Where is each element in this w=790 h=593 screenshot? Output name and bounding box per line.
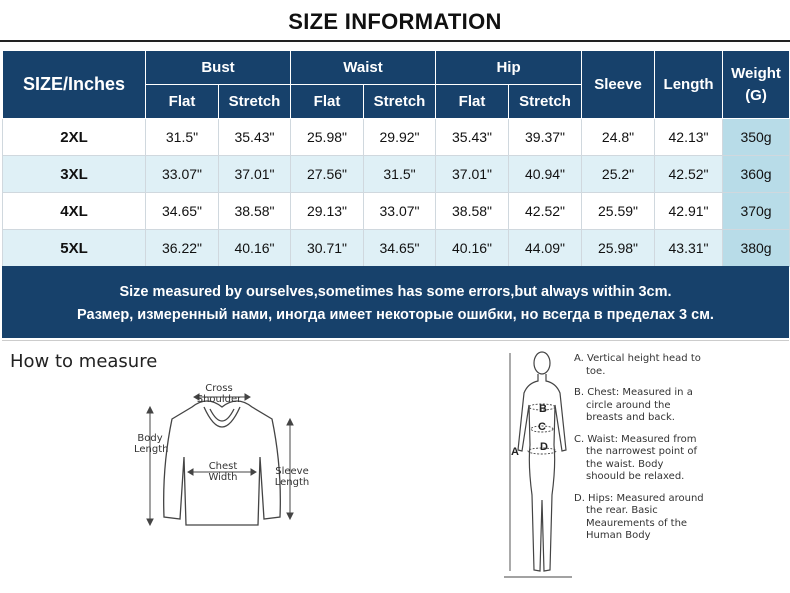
waist-flat-cell: 27.56"	[291, 156, 364, 193]
bust-flat-cell: 33.07"	[146, 156, 219, 193]
hip-stretch-cell: 44.09"	[509, 230, 582, 267]
hip-stretch-cell: 42.52"	[509, 193, 582, 230]
waist-stretch-header: Stretch	[364, 85, 436, 119]
bust-stretch-header: Stretch	[219, 85, 291, 119]
hip-header: Hip	[436, 51, 582, 85]
waist-flat-cell: 29.13"	[291, 193, 364, 230]
human-body-diagram-icon	[502, 345, 572, 590]
hip-flat-cell: 38.58"	[436, 193, 509, 230]
weight-header	[723, 51, 790, 119]
bust-stretch-cell: 35.43"	[219, 119, 291, 156]
hip-flat-cell: 37.01"	[436, 156, 509, 193]
hip-stretch-cell: 39.37"	[509, 119, 582, 156]
waist-stretch-cell: 29.92"	[364, 119, 436, 156]
weight-header-label: Weight	[731, 64, 781, 82]
bust-flat-cell: 34.65"	[146, 193, 219, 230]
body-letter-d: D	[540, 441, 548, 453]
waist-flat-header: Flat	[291, 85, 364, 119]
length-header: Length	[655, 51, 723, 119]
hip-stretch-header: Stretch	[509, 85, 582, 119]
weight-header-unit: (G)	[745, 86, 767, 104]
note-hips: D. Hips: Measured around the rear. Basic Meaurements of the Human Body	[574, 492, 704, 541]
length-cell: 43.31"	[655, 230, 723, 267]
weight-cell: 350g	[723, 119, 790, 156]
table-row	[3, 193, 790, 230]
table-row	[3, 230, 790, 267]
measurement-note-banner	[2, 266, 789, 338]
sleeve-cell: 25.2"	[582, 156, 655, 193]
note-height: A. Vertical height head to toe.	[574, 353, 701, 377]
body-letter-c: C	[538, 421, 546, 433]
weight-cell: 370g	[723, 193, 790, 230]
length-cell: 42.91"	[655, 193, 723, 230]
body-length-label: Body Length	[134, 433, 169, 455]
body-measurement-notes	[574, 353, 704, 552]
bust-stretch-cell: 40.16"	[219, 230, 291, 267]
waist-stretch-cell: 33.07"	[364, 193, 436, 230]
size-cell: 3XL	[3, 156, 146, 193]
sleeve-length-label: Sleeve Length	[274, 466, 310, 488]
waist-stretch-cell: 34.65"	[364, 230, 436, 267]
waist-stretch-cell: 31.5"	[364, 156, 436, 193]
sleeve-cell: 25.59"	[582, 193, 655, 230]
note-chest: B. Chest: Measured in a circle around the breasts and back.	[574, 387, 693, 423]
weight-cell: 360g	[723, 156, 790, 193]
hip-flat-cell: 35.43"	[436, 119, 509, 156]
bust-flat-header: Flat	[146, 85, 219, 119]
length-cell: 42.13"	[655, 119, 723, 156]
sleeve-cell: 25.98"	[582, 230, 655, 267]
body-letter-a: A	[511, 446, 519, 458]
size-table	[2, 50, 790, 267]
note-russian: Размер, измеренный нами, иногда имеет некоторые ошибки, но всегда в пределах 3 см.	[77, 307, 714, 323]
bust-header: Bust	[146, 51, 291, 85]
hip-stretch-cell: 40.94"	[509, 156, 582, 193]
size-cell: 2XL	[3, 119, 146, 156]
sleeve-header: Sleeve	[582, 51, 655, 119]
length-cell: 42.52"	[655, 156, 723, 193]
table-row	[3, 156, 790, 193]
table-row	[3, 119, 790, 156]
hip-flat-cell: 40.16"	[436, 230, 509, 267]
size-cell: 5XL	[3, 230, 146, 267]
how-to-measure-title: How to measure	[10, 351, 158, 372]
page-title: SIZE INFORMATION	[288, 9, 502, 34]
waist-header: Waist	[291, 51, 436, 85]
waist-flat-cell: 25.98"	[291, 119, 364, 156]
cross-shoulder-label: Cross Shoulder	[196, 383, 242, 405]
hip-flat-header: Flat	[436, 85, 509, 119]
bust-flat-cell: 31.5"	[146, 119, 219, 156]
note-english: Size measured by ourselves,sometimes has some errors,but always within 3cm.	[119, 284, 672, 300]
how-to-measure-section	[2, 340, 789, 593]
bust-stretch-cell: 38.58"	[219, 193, 291, 230]
sleeve-cell: 24.8"	[582, 119, 655, 156]
waist-flat-cell: 30.71"	[291, 230, 364, 267]
bust-flat-cell: 36.22"	[146, 230, 219, 267]
size-column-header: SIZE/Inches	[3, 51, 146, 119]
bust-stretch-cell: 37.01"	[219, 156, 291, 193]
note-waist: C. Waist: Measured from the narrowest point of the waist. Body shoould be relaxed.	[574, 433, 697, 482]
size-cell: 4XL	[3, 193, 146, 230]
body-letter-b: B	[539, 403, 547, 415]
chest-width-label: Chest Width	[208, 461, 238, 483]
title-divider	[0, 40, 790, 42]
weight-cell: 380g	[723, 230, 790, 267]
